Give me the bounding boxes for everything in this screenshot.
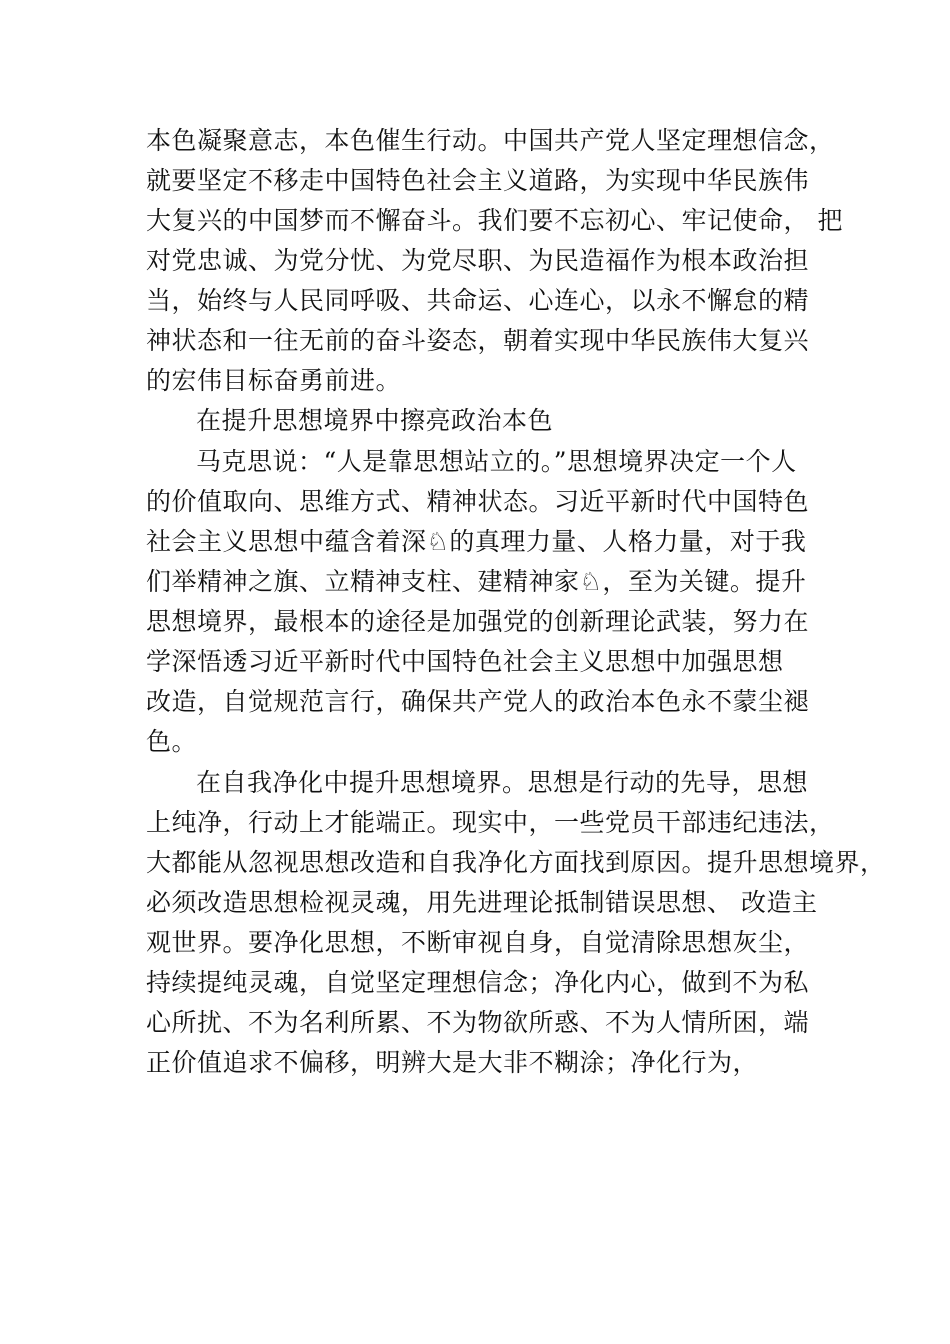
paragraph-1-line-6: 神状态和一往无前的奋斗姿态，朝着实现中华民族伟大复兴 xyxy=(146,326,810,355)
paragraph-3-line-2: 上纯净，行动上才能端正。现实中，一些党员干部违纪违法， xyxy=(146,808,835,837)
paragraph-3-line-1: 在自我净化中提升思想境界。思想是行动的先导，思想 xyxy=(196,768,809,797)
paragraph-3-line-7: 心所扰、不为名利所累、不为物欲所惑、不为人情所困，端 xyxy=(146,1008,810,1037)
paragraph-3-line-3: 大都能从忽视思想改造和自我净化方面找到原因。提升思想境界， xyxy=(146,848,886,877)
paragraph-3-line-6: 持续提纯灵魂，自觉坚定理想信念；净化内心，做到不为私 xyxy=(146,968,810,997)
paragraph-2-line-8: 色。 xyxy=(146,727,198,756)
paragraph-1-line-4: 对党忠诚、为党分忧、为党尽职、为民造福作为根本政治担 xyxy=(146,246,810,275)
paragraph-3-line-8: 正价值追求不偏移，明辨大是大非不糊涂；净化行为， xyxy=(146,1048,759,1077)
paragraph-2-line-5: 思想境界，最根本的途径是加强党的创新理论武装，努力在 xyxy=(146,607,810,636)
paragraph-2-line-4: 们举精神之旗、立精神支柱、建精神家♘，至为关键。提升 xyxy=(146,567,807,596)
paragraph-2-line-3: 社会主义思想中蕴含着深♘的真理力量、人格力量，对于我 xyxy=(146,527,807,556)
paragraph-2-line-7: 改造，自觉规范言行，确保共产党人的政治本色永不蒙尘褪 xyxy=(146,687,810,716)
paragraph-2-line-2: 的价值取向、思维方式、精神状态。习近平新时代中国特色 xyxy=(146,487,810,516)
paragraph-1-line-3: 大复兴的中国梦而不懈奋斗。我们要不忘初心、牢记使命， 把 xyxy=(146,206,843,235)
paragraph-1-line-1: 本色凝聚意志，本色催生行动。中国共产党人坚定理想信念， xyxy=(146,126,835,155)
paragraph-3-line-5: 观世界。要净化思想，不断审视自身，自觉清除思想灰尘， xyxy=(146,928,810,957)
paragraph-1-line-2: 就要坚定不移走中国特色社会主义道路，为实现中华民族伟 xyxy=(146,166,810,195)
paragraph-2-line-6: 学深悟透习近平新时代中国特色社会主义思想中加强思想 xyxy=(146,647,784,676)
paragraph-1-line-7: 的宏伟目标奋勇前进。 xyxy=(146,366,402,395)
section-heading: 在提升思想境界中擦亮政治本色 xyxy=(196,406,554,435)
paragraph-3-line-4: 必须改造思想检视灵魂，用先进理论抵制错误思想、 改造主 xyxy=(146,888,818,917)
paragraph-2-line-1: 马克思说：“人是靠思想站立的。”思想境界决定一个人 xyxy=(196,447,797,476)
paragraph-1-line-5: 当，始终与人民同呼吸、共命运、心连心，以永不懈怠的精 xyxy=(146,286,810,315)
